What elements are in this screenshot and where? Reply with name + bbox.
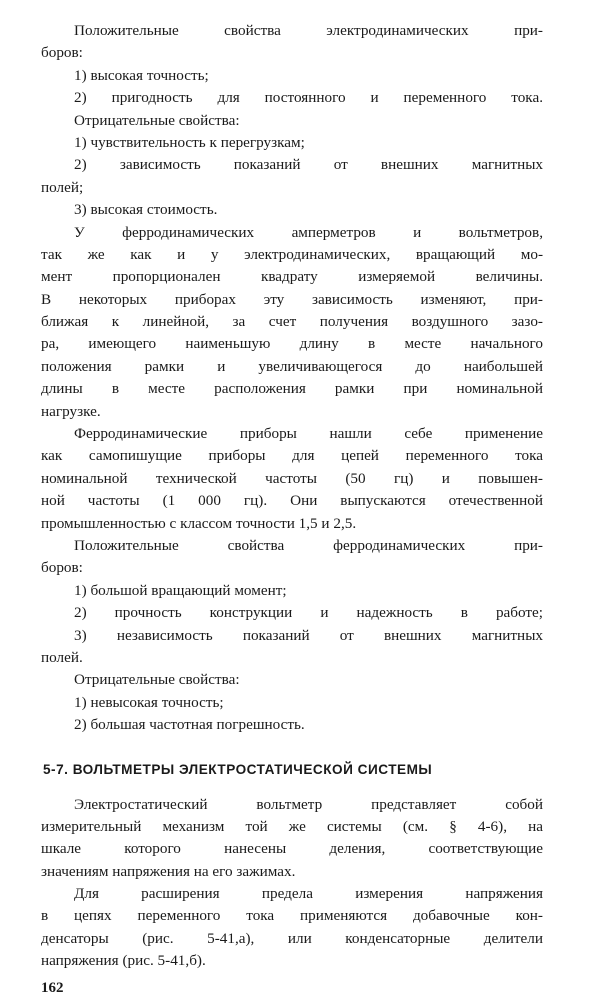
text-line: как самопишущие приборы для цепей переменного тока [41,447,543,465]
text-line: боров: [41,44,83,62]
text-line: У ферродинамических амперметров и вольтметров, [74,223,543,241]
list-item: 2) большая частотная погрешность. [74,716,305,734]
book-page [41,20,543,999]
text-line: Положительные свойства электродинамических при- [74,22,543,39]
text-line: В некоторых приборах эту зависимость изменяют, при- [41,290,543,308]
list-item: 2) пригодность для постоянного и переменного тока. [74,89,543,107]
text-line: измерительный механизм той же системы (см. § 4-6), на [41,817,543,835]
text-line: номинальной технической частоты (50 гц) и повышен- [41,469,543,487]
list-item: 1) невысокая точность; [74,693,224,711]
text-line: полей. [41,648,83,666]
text-line: ной частоты (1 000 гц). Они выпускаются отечественной [41,492,543,510]
text-line: ра, имеющего наименьшую длину в месте начального [41,335,543,353]
text-line: Ферродинамические приборы нашли себе применение [74,425,543,443]
text-line: промышленностью с классом точности 1,5 и 2,5. [41,514,357,532]
text-line: Электростатический вольтметр представляет собой [74,795,543,813]
text-line: значениям напряжения на его зажимах. [41,862,296,880]
text-line: мент пропорционален квадрату измеряемой величины. [41,268,543,286]
text-line: Для расширения предела измерения напряжения [74,885,543,903]
text-line: Положительные свойства ферродинамических при- [74,536,543,554]
text-line: Отрицательные свойства: [74,671,240,689]
text-block-after-heading [41,794,543,973]
list-item: 1) большой вращающий момент; [74,581,287,599]
list-item: 2) зависимость показаний от внешних магнитных [74,156,543,174]
text-line: длины в месте расположения рамки при номинальной [41,380,543,398]
text-line: полей; [41,178,84,196]
list-item: 1) чувствительность к перегрузкам; [74,133,305,151]
list-item: 1) высокая точность; [74,66,209,84]
page-number: 162 [41,979,64,996]
text-line: денсаторы (рис. 5-41,а), или конденсаторные делители [41,929,543,947]
text-line: нагрузке. [41,402,101,420]
text-line: так же как и у электродинамических, вращающий мо- [41,245,543,263]
text-line: напряжения (рис. 5-41,б). [41,952,206,970]
text-line: ближая к линейной, за счет получения воздушного зазо- [41,313,543,331]
text-line: Отрицательные свойства: [74,111,240,129]
text-line: боров: [41,559,83,577]
list-item: 2) прочность конструкции и надежность в работе; [74,604,543,622]
text-line: в цепях переменного тока применяются добавочные кон- [41,907,543,925]
text-block-before-heading [41,20,543,737]
section-heading: 5-7. ВОЛЬТМЕТРЫ ЭЛЕКТРОСТАТИЧЕСКОЙ СИСТЕМЫ [43,761,433,777]
list-item: 3) независимость показаний от внешних магнитных [74,626,543,644]
text-line: шкале которого нанесены деления, соответствующие [41,840,543,858]
list-item: 3) высокая стоимость. [74,201,218,219]
text-line: положения рамки и увеличивающегося до наибольшей [41,357,543,375]
